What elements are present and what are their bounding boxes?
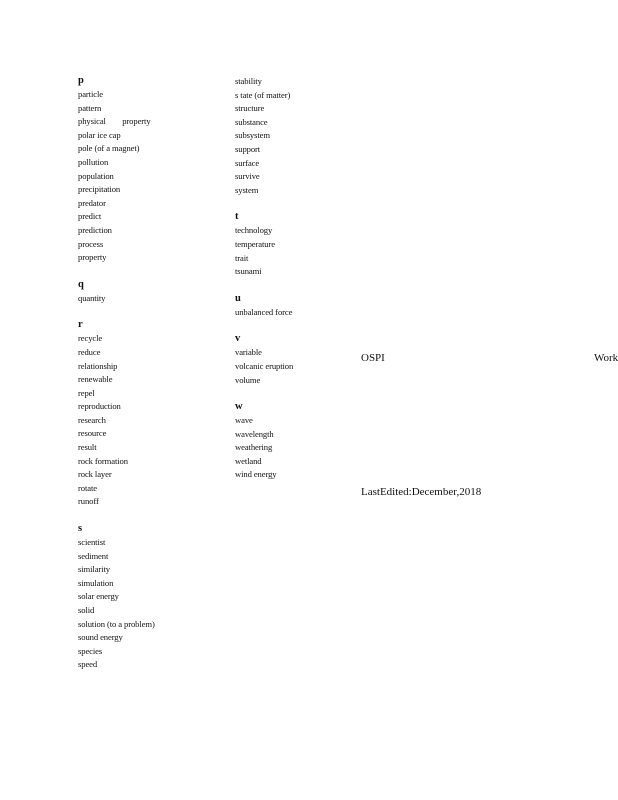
section-w	[235, 401, 293, 482]
glossary-term: structure	[235, 103, 265, 114]
term-list	[78, 332, 155, 509]
glossary-term: substance	[235, 116, 268, 127]
section-p	[78, 75, 155, 265]
section-letter: w	[235, 401, 243, 413]
glossary-term: pole (of a magnet)	[78, 143, 140, 154]
glossary-term: property	[78, 252, 107, 263]
glossary-term: simulation	[78, 577, 114, 588]
glossary-term: result	[78, 442, 97, 453]
glossary-term: rock formation	[78, 455, 128, 466]
glossary-term: quantity	[78, 292, 106, 303]
glossary-term: wetland	[235, 455, 262, 466]
footer-org: OSPI	[361, 352, 385, 364]
glossary-term: predator	[78, 197, 106, 208]
footer-last-edited: LastEdited:December,2018	[361, 486, 482, 498]
glossary-term: volcanic eruption	[235, 360, 294, 371]
section-letter: r	[78, 319, 83, 331]
section-u	[235, 293, 293, 320]
glossary-term: solar energy	[78, 591, 119, 602]
term-list	[235, 346, 293, 387]
glossary-term: s tate (of matter)	[235, 89, 291, 100]
term-list	[78, 536, 155, 672]
section-letter: u	[235, 292, 241, 304]
glossary-term: polar ice cap	[78, 129, 121, 140]
term-list	[235, 75, 293, 197]
section-r	[78, 319, 155, 509]
term-list	[235, 224, 293, 278]
glossary-term: predict	[78, 211, 102, 222]
glossary-term: survive	[235, 171, 260, 182]
glossary-term: research	[78, 414, 106, 425]
glossary-term: wind energy	[235, 469, 277, 480]
glossary-term: technology	[235, 225, 273, 236]
glossary-term: physical property	[78, 116, 151, 127]
glossary-term: volume	[235, 374, 261, 385]
section-v	[235, 333, 293, 387]
glossary-term: renewable	[78, 374, 113, 385]
section-s	[78, 523, 155, 672]
glossary-term: particle	[78, 89, 103, 99]
glossary-term: system	[235, 184, 259, 195]
glossary-term: temperature	[235, 238, 275, 249]
glossary-term: trait	[235, 252, 249, 263]
glossary-term: recycle	[78, 333, 103, 344]
term-list	[235, 306, 293, 320]
glossary-term: pollution	[78, 156, 109, 167]
footer-work: Work	[594, 352, 618, 364]
glossary-term: species	[78, 645, 103, 656]
glossary-term: support	[235, 143, 261, 154]
right-column	[235, 75, 293, 482]
section-q	[78, 279, 155, 306]
glossary-term: similarity	[78, 564, 110, 575]
term-list	[78, 88, 155, 265]
section-letter: p	[78, 75, 84, 86]
glossary-term: subsystem	[235, 130, 270, 141]
glossary-term: unbalanced force	[235, 306, 293, 317]
term-list	[235, 414, 293, 482]
section-letter: s	[78, 523, 83, 535]
glossary-term: solid	[78, 605, 95, 615]
glossary-term: repel	[78, 387, 95, 398]
glossary-term: variable	[235, 347, 262, 358]
glossary-term: scientist	[78, 537, 106, 548]
glossary-term: solution (to a problem)	[78, 618, 155, 629]
glossary-term: rock layer	[78, 469, 112, 480]
glossary-term: surface	[235, 157, 260, 168]
glossary-term: runoff	[78, 496, 99, 507]
glossary-term: tsunami	[235, 266, 262, 277]
section-letter: t	[235, 211, 239, 223]
section-letter: q	[78, 278, 84, 290]
glossary-term: resource	[78, 428, 107, 439]
glossary-term: reduce	[78, 346, 101, 357]
glossary-term: pattern	[78, 102, 102, 113]
glossary-term: sound energy	[78, 632, 123, 643]
glossary-term: speed	[78, 659, 98, 670]
glossary-term: process	[78, 238, 104, 249]
section-letter: v	[235, 333, 241, 345]
glossary-term: sediment	[78, 550, 109, 561]
glossary-term: rotate	[78, 482, 97, 493]
glossary-term: wave	[235, 415, 253, 426]
glossary-term: reproduction	[78, 401, 121, 412]
glossary-term: wavelength	[235, 428, 274, 439]
glossary-term: stability	[235, 76, 262, 86]
section-t	[235, 211, 293, 278]
glossary-term: population	[78, 170, 114, 181]
glossary-term: relationship	[78, 360, 118, 371]
left-column	[78, 75, 155, 672]
glossary-term: weathering	[235, 442, 273, 453]
section-s-continued	[235, 75, 293, 197]
glossary-term: prediction	[78, 224, 112, 235]
glossary-term: precipitation	[78, 184, 121, 195]
term-list	[78, 292, 155, 306]
